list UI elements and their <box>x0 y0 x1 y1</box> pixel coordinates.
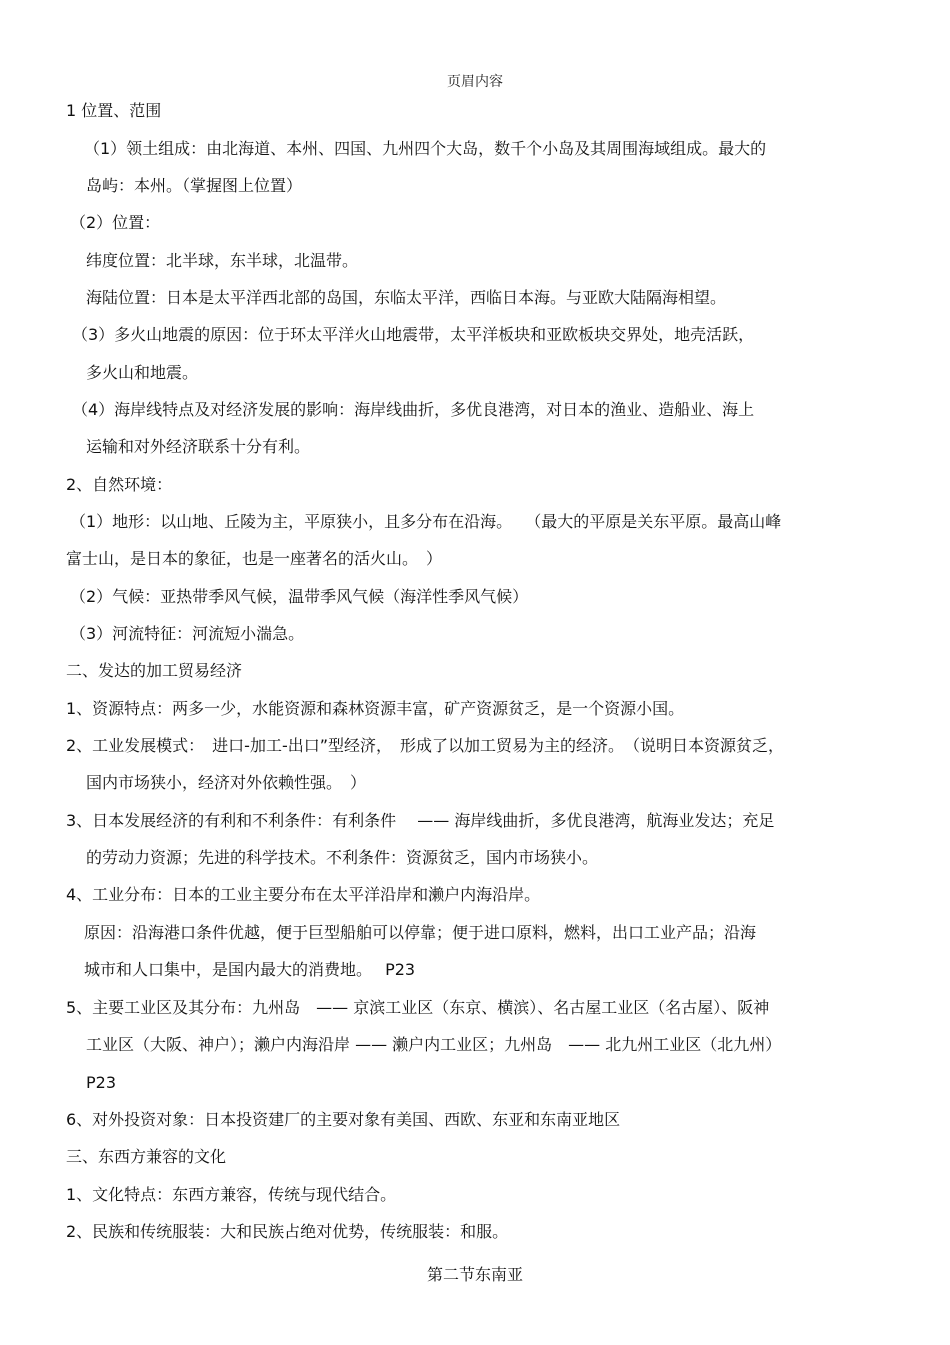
text-line: 运输和对外经济联系十分有利。 <box>86 437 311 456</box>
text-line: （1）领土组成：由北海道、本州、四国、九州四个大岛，数千个小岛及其周围海域组成。最大的 <box>84 139 767 158</box>
text-line: 多火山和地震。 <box>86 363 199 382</box>
section-title: 第二节东南亚 <box>426 1265 523 1284</box>
text-line: 工业区（大阪、神户）；濑户内海沿岸 —— 濑户内工业区；九州岛 —— 北九州工业区（北九州） <box>86 1035 782 1054</box>
text-line: 海陆位置：日本是太平洋西北部的岛国，东临太平洋，西临日本海。与亚欧大陆隔海相望。 <box>86 288 727 307</box>
text-line: 2、工业发展模式： 进口-加工-出口”型经济， 形成了以加工贸易为主的经济。 （说明日本资源贫乏， <box>66 736 785 755</box>
text-line: 2、自然环境： <box>66 475 173 494</box>
text-line: 的劳动力资源；先进的科学技术。不利条件：资源贫乏，国内市场狭小。 <box>86 848 599 867</box>
text-line: 5、主要工业区及其分布：九州岛 —— 京滨工业区（东京、横滨）、名古屋工业区（名古屋）、阪神 <box>66 998 770 1017</box>
text-line: 1、资源特点：两多一少，水能资源和森林资源丰富，矿产资源贫乏，是一个资源小国。 <box>66 699 685 718</box>
text-line: 岛屿：本州。（掌握图上位置） <box>86 176 303 195</box>
page-header: 页眉内容 <box>447 74 503 90</box>
text-line: 6、对外投资对象：日本投资建厂的主要对象有美国、西欧、东亚和东南亚地区 <box>66 1110 621 1129</box>
text-line: 国内市场狭小，经济对外依赖性强。 ） <box>86 773 367 792</box>
text-line: （3）多火山地震的原因：位于环太平洋火山地震带，太平洋板块和亚欧板块交界处，地壳活跃， <box>72 325 755 344</box>
text-line: 富士山，是日本的象征，也是一座著名的活火山。 ） <box>66 549 443 568</box>
text-line: P23 <box>86 1073 117 1092</box>
text-line: 4、工业分布：日本的工业主要分布在太平洋沿岸和濑户内海沿岸。 <box>66 885 541 904</box>
text-line: 2、民族和传统服装：大和民族占绝对优势，传统服装：和服。 <box>66 1222 509 1241</box>
text-line: （2）气候：亚热带季风气候，温带季风气候（海洋性季风气候） <box>70 587 529 606</box>
text-line: （4）海岸线特点及对经济发展的影响：海岸线曲折，多优良港湾，对日本的渔业、造船业、海上 <box>72 400 755 419</box>
text-line: 城市和人口集中，是国内最大的消费地。 P23 <box>84 960 416 979</box>
section-heading: 二、发达的加工贸易经济 <box>66 661 243 680</box>
section-heading: 三、东西方兼容的文化 <box>66 1147 227 1166</box>
text-line: 原因：沿海港口条件优越，便于巨型船舶可以停靠；便于进口原料，燃料，出口工业产品；沿海 <box>84 923 757 942</box>
text-line: 纬度位置：北半球，东半球，北温带。 <box>86 251 359 270</box>
text-line: 3、日本发展经济的有利和不利条件：有利条件 —— 海岸线曲折，多优良港湾，航海业发达；充足 <box>66 811 775 830</box>
text-line: （3）河流特征：河流短小湍急。 <box>70 624 305 643</box>
text-line: （1）地形：以山地、丘陵为主，平原狭小，且多分布在沿海。 （最大的平原是关东平原。最高山峰 <box>70 512 782 531</box>
text-line: 1、文化特点：东西方兼容，传统与现代结合。 <box>66 1185 397 1204</box>
text-line: （2）位置： <box>70 213 161 232</box>
text-line: 1 位置、范围 <box>66 101 162 120</box>
